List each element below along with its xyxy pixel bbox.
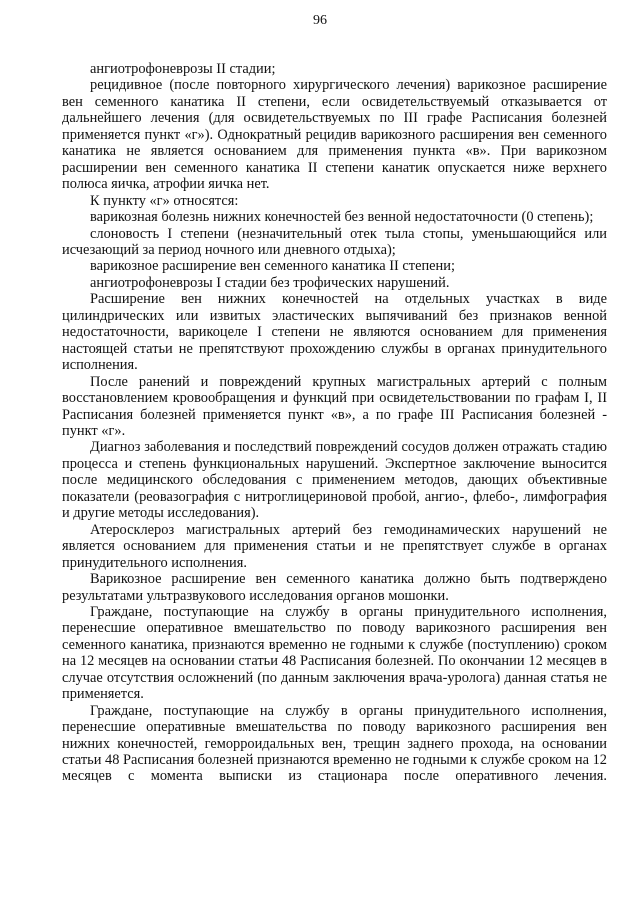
paragraph: Варикозное расширение вен семенного канатика должно быть подтверждено результатами ультразвукового исследования органов мошонки. (62, 571, 607, 604)
document-body (62, 61, 607, 785)
paragraph: варикозная болезнь нижних конечностей без венной недостаточности (0 степень); (90, 209, 594, 226)
paragraph: Граждане, поступающие на службу в органы принудительного исполнения, перенесшие оперативные вмешательства по поводу варикозного расширения вен нижних конечностей, геморроидальных вен, трещин заднего прохода, на основании статьи 48 Расписания болезней признаются временно не годными к службе сроком на 12 месяцев с момента выписки из стационара после оперативного лечения. (62, 702, 607, 785)
paragraph: После ранений и повреждений крупных магистральных артерий с полным восстановлением кровообращения и функций при освидетельствовании по графам I, II Расписания болезней применяется пункт «в», а по графе III Расписания болезней - пункт «г». (62, 373, 607, 439)
paragraph: Расширение вен нижних конечностей на отдельных участках в виде цилиндрических или извитых эластических выпячиваний без признаков венной недостаточности, варикоцеле I степени не являются основанием для применения настоящей статьи не препятствуют прохождению службы в органах принудительного исполнения. (62, 291, 607, 374)
paragraph: К пункту «г» относятся: (90, 192, 239, 209)
paragraph: Атеросклероз магистральных артерий без гемодинамических нарушений не является основанием для применения статьи и не препятствует службе в органах принудительного исполнения. (62, 521, 607, 571)
paragraph: слоновость I степени (незначительный отек тыла стопы, уменьшающийся или исчезающий за период ночного или дневного отдыха); (62, 225, 607, 258)
paragraph: Диагноз заболевания и последствий повреждений сосудов должен отражать стадию процесса и степень функциональных нарушений. Экспертное заключение выносится после медицинского обследования с применением методов, дающих объективные показатели (реовазография с нитроглицериновой пробой, ангио-, флебо-, лимфография и другие методы исследования). (62, 439, 607, 522)
paragraph: рецидивное (после повторного хирургического лечения) варикозное расширение вен семенного канатика II степени, если освидетельствуемый отказывается от дальнейшего лечения (для освидетельствуемых по III графе Расписания болезней применяется пункт «г»). Однократный рецидив варикозного расширения вен семенного канатика не является основанием для применения пункта «в». При варикозном расширении вен семенного канатика II степени канатик опускается ниже верхнего полюса яичка, атрофии яичка нет. (62, 77, 607, 193)
paragraph: варикозное расширение вен семенного канатика II степени; (90, 258, 455, 275)
paragraph: ангиотрофоневрозы II стадии; (90, 61, 276, 77)
page-number: 96 (313, 13, 327, 28)
paragraph: ангиотрофоневрозы I стадии без трофических нарушений. (90, 274, 450, 291)
paragraph: Граждане, поступающие на службу в органы принудительного исполнения, перенесшие оперативное вмешательство по поводу варикозного расширения вен семенного канатика, признаются временно не годными к службе (поступлению) сроком на 12 месяцев на основании статьи 48 Расписания болезней. По окончании 12 месяцев в случае отсутствия осложнений (по данным заключения врача-уролога) данная статья не применяется. (62, 603, 607, 703)
